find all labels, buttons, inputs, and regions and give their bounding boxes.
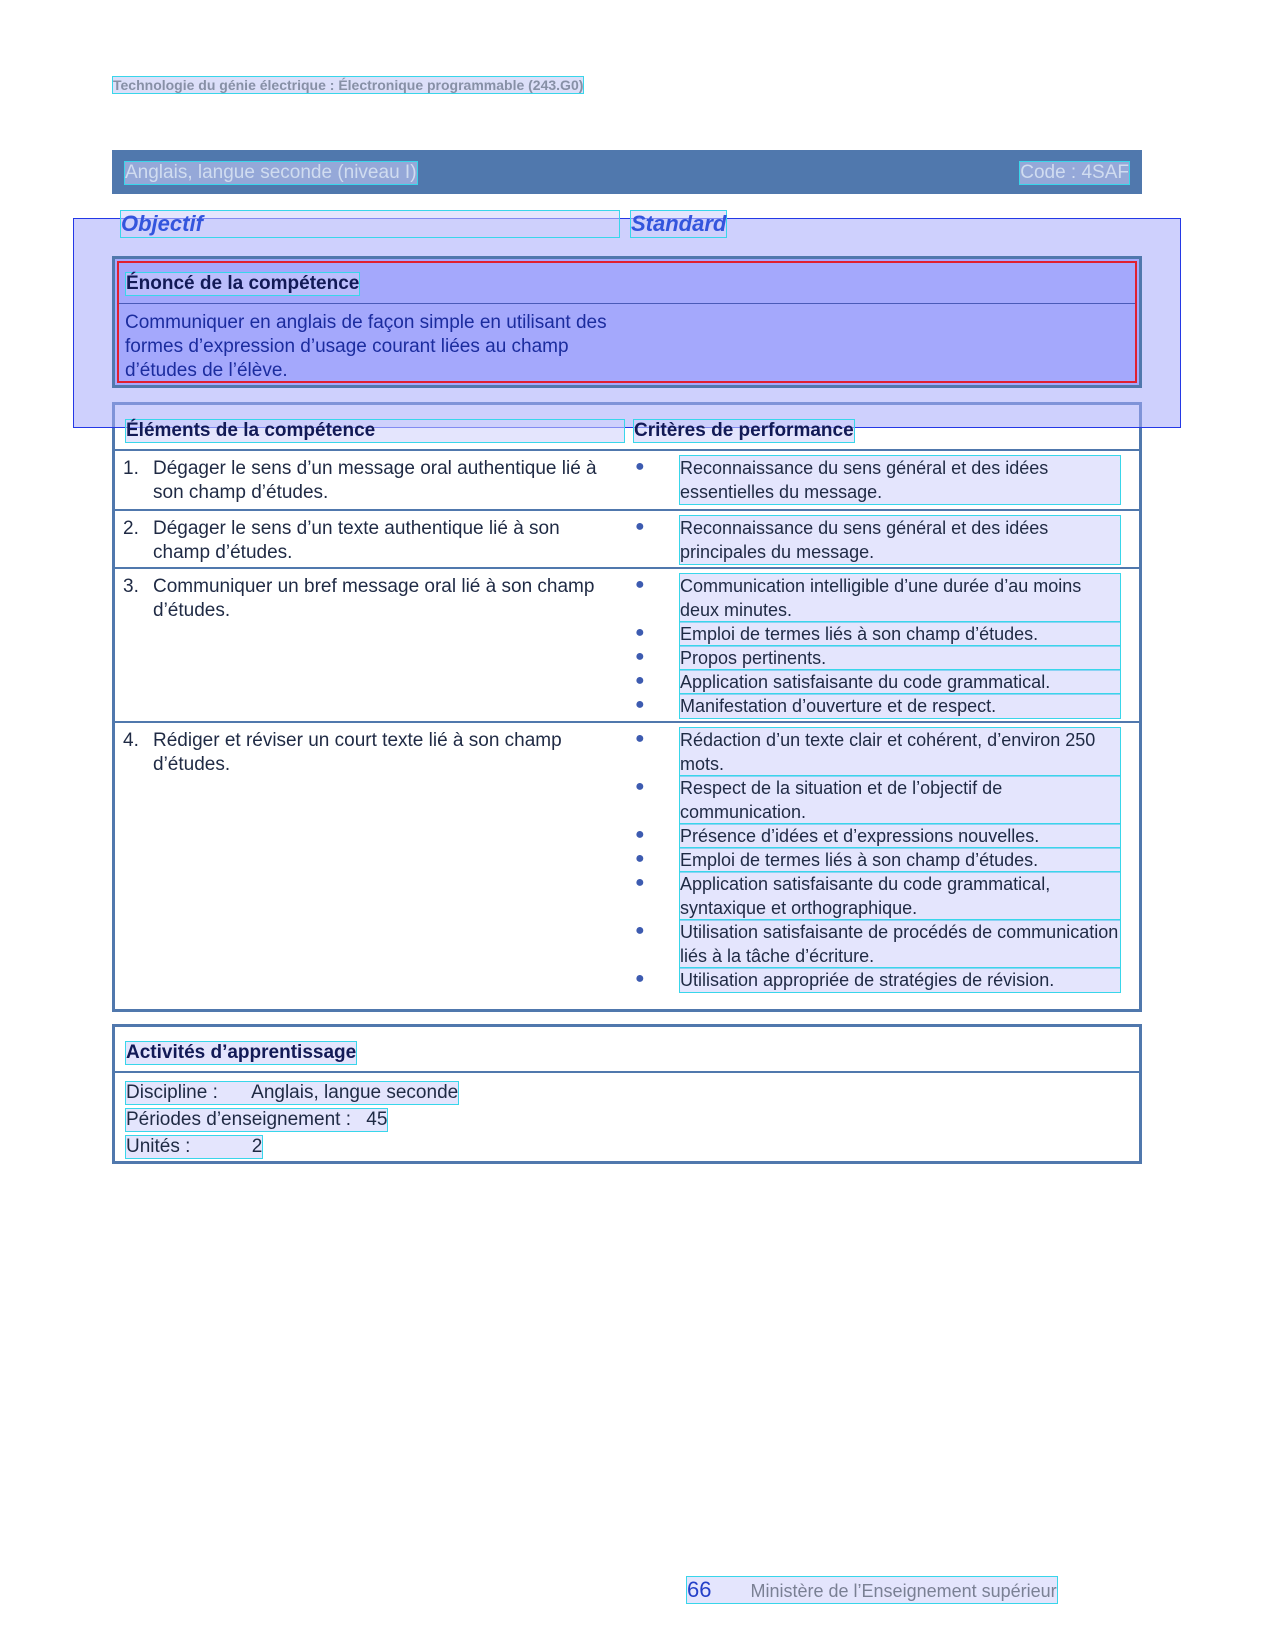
bullet-icon: ● [635, 576, 645, 593]
element-description: Dégager le sens d’un message oral authentique lié à son champ d’études. [153, 458, 597, 503]
course-title: Anglais, langue seconde (niveau I) [125, 162, 417, 183]
discipline-row [125, 1081, 459, 1105]
bullet-icon: ● [635, 624, 645, 641]
divider [119, 303, 1135, 304]
running-head: Technologie du génie électrique : Électronique programmable (243.G0) [113, 77, 584, 93]
elements-table [112, 402, 1142, 1012]
column-heading-objectif: Objectif [120, 210, 620, 238]
criterion-text: Application satisfaisante du code grammatical. [679, 669, 1121, 695]
competency-statement-box [112, 256, 1142, 388]
divider [115, 1071, 1139, 1073]
bullet-icon: ● [635, 696, 645, 713]
table-row [115, 567, 1139, 723]
bullet-icon: ● [635, 672, 645, 689]
element-number: 3. [123, 576, 139, 597]
competency-statement-text: Communiquer en anglais de façon simple en utilisant des formes d’expression d’usage courant liées au champ d’études de l’élève. [125, 312, 607, 381]
discipline-label: Discipline : [126, 1082, 218, 1103]
criterion-text: Reconnaissance du sens général et des idées essentielles du message. [679, 455, 1121, 505]
bullet-icon: ● [635, 648, 645, 665]
bullet-icon: ● [635, 778, 645, 795]
bullet-icon: ● [635, 518, 645, 535]
bullet-icon: ● [635, 458, 645, 475]
table-row [115, 509, 1139, 569]
table-row [115, 449, 1139, 511]
bullet-icon: ● [635, 730, 645, 747]
criterion-text: Utilisation satisfaisante de procédés de communication liés à la tâche d’écriture. [679, 919, 1121, 969]
criterion-text: Communication intelligible d’une durée d’au moins deux minutes. [679, 573, 1121, 623]
competency-statement-heading: Énoncé de la compétence [126, 273, 360, 294]
criterion-text: Emploi de termes liés à son champ d’études. [679, 621, 1121, 647]
criterion-text: Respect de la situation et de l’objectif de communication. [679, 775, 1121, 825]
periods-label: Périodes d’enseignement : [126, 1109, 351, 1130]
element-description: Communiquer un bref message oral lié à son champ d’études. [153, 576, 595, 621]
discipline-value: Anglais, langue seconde [251, 1082, 459, 1103]
element-description: Rédiger et réviser un court texte lié à son champ d’études. [153, 730, 562, 775]
bullet-icon: ● [635, 970, 645, 987]
learning-activities-box [112, 1024, 1142, 1164]
bullet-icon: ● [635, 850, 645, 867]
table-row [115, 721, 1139, 1009]
footer [686, 1576, 1058, 1604]
criterion-text: Manifestation d’ouverture et de respect. [679, 693, 1121, 719]
criterion-text: Emploi de termes liés à son champ d’études. [679, 847, 1121, 873]
criterion-text: Application satisfaisante du code grammatical, syntaxique et orthographique. [679, 871, 1121, 921]
bullet-icon: ● [635, 826, 645, 843]
bullet-icon: ● [635, 922, 645, 939]
units-row [125, 1135, 263, 1159]
activities-heading: Activités d’apprentissage [126, 1042, 357, 1063]
element-number: 1. [123, 458, 139, 479]
element-description: Dégager le sens d’un texte authentique lié à son champ d’études. [153, 518, 560, 563]
periods-row [125, 1108, 388, 1132]
course-code: Code : 4SAF [1020, 162, 1129, 183]
element-number: 2. [123, 518, 139, 539]
course-title-bar [112, 150, 1142, 194]
column-heading-standard: Standard [631, 211, 727, 236]
criterion-text: Rédaction d’un texte clair et cohérent, d’environ 250 mots. [679, 727, 1121, 777]
criterion-text: Reconnaissance du sens général et des idées principales du message. [679, 515, 1121, 565]
criteria-heading: Critères de performance [634, 420, 854, 441]
element-number: 4. [123, 730, 139, 751]
periods-value: 45 [366, 1109, 388, 1130]
criterion-text: Présence d’idées et d’expressions nouvelles. [679, 823, 1121, 849]
bullet-icon: ● [635, 874, 645, 891]
ministry-name: Ministère de l’Enseignement supérieur [750, 1581, 1057, 1601]
criterion-text: Utilisation appropriée de stratégies de révision. [679, 967, 1121, 993]
elements-heading: Éléments de la compétence [125, 419, 625, 443]
page-number: 66 [687, 1577, 712, 1602]
criterion-text: Propos pertinents. [679, 645, 1121, 671]
units-value: 2 [251, 1136, 263, 1157]
units-label: Unités : [126, 1136, 191, 1157]
